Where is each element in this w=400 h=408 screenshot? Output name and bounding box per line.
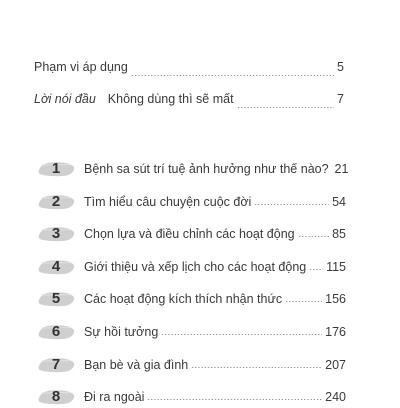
toc-chapter-row: [36, 321, 346, 343]
toc-entry-page: 7: [337, 92, 344, 106]
dot-leader: [285, 301, 322, 302]
chapter-number: 6: [51, 323, 61, 340]
chapter-entry: [84, 390, 346, 404]
chapter-entry: [84, 162, 348, 176]
chapter-page: 207: [325, 357, 346, 372]
chapter-number-badge: [36, 322, 76, 342]
chapter-page: 156: [325, 292, 346, 307]
toc-entry-title: Phạm vi áp dụng: [34, 60, 128, 74]
chapter-number: 4: [51, 257, 61, 275]
chapter-number-badge: [36, 224, 76, 244]
chapter-title: Sự hồi tưởng: [84, 325, 159, 339]
chapter-entry: [84, 195, 346, 209]
toc-chapter-row: [36, 256, 346, 278]
toc-entry-page: 5: [337, 60, 344, 74]
chapter-page: 85: [332, 227, 346, 242]
chapter-title: Bệnh sa sút trí tuệ ảnh hưởng như thế nào?: [84, 162, 329, 176]
chapter-number: 8: [51, 388, 61, 406]
toc-chapter-row: [36, 354, 346, 376]
chapter-number-badge: [36, 257, 76, 277]
toc-chapter-row: [36, 191, 346, 213]
chapter-number-badge: [36, 159, 76, 179]
chapter-number: 7: [51, 355, 61, 373]
chapter-title: Tìm hiểu câu chuyện cuộc đời: [84, 194, 252, 209]
chapter-entry: [84, 260, 346, 274]
chapter-entry: [84, 292, 346, 306]
dot-leader: [254, 204, 329, 205]
chapter-page: 176: [325, 325, 346, 339]
chapter-entry: [84, 227, 346, 241]
toc-entry-scope: [34, 60, 344, 80]
toc-chapter-row: [36, 158, 349, 180]
dot-leader: [161, 334, 322, 335]
toc-entry-preface: [34, 92, 344, 112]
dot-leader: [191, 367, 322, 368]
chapter-number: 5: [51, 290, 61, 308]
chapter-number-badge: [36, 192, 76, 212]
chapter-number-badge: [36, 387, 76, 407]
chapter-title: Giới thiệu và xếp lịch cho các hoạt động: [84, 259, 307, 274]
chapter-number: 2: [51, 192, 61, 210]
toc-entry-title: Không dùng thì sẽ mất: [107, 92, 234, 106]
chapter-entry: [84, 358, 346, 372]
chapter-number-badge: [36, 289, 76, 309]
chapter-page: 21: [334, 162, 349, 176]
chapter-title: Các hoạt động kích thích nhận thức: [84, 292, 283, 307]
toc-entry-prefix: Lời nói đầu: [34, 92, 96, 106]
chapter-number: 3: [51, 225, 61, 243]
dot-leader: [131, 75, 334, 76]
chapter-page: 54: [332, 194, 346, 209]
dot-leader: [147, 399, 322, 400]
dot-leader: [309, 269, 323, 270]
chapter-title: Bạn bè và gia đình: [84, 357, 189, 372]
chapter-page: 115: [326, 259, 346, 274]
toc-chapter-row: [36, 288, 346, 310]
toc-chapter-row: [36, 223, 346, 245]
chapter-title: Đi ra ngoài: [84, 390, 145, 405]
toc-chapter-row: [36, 386, 346, 408]
chapter-title: Chọn lựa và điều chỉnh các hoạt động: [84, 227, 295, 242]
chapter-page: 240: [325, 390, 346, 405]
dot-leader: [298, 236, 329, 237]
chapter-number-badge: [36, 355, 76, 375]
chapter-entry: [84, 325, 346, 339]
chapter-number: 1: [51, 160, 61, 177]
dot-leader: [237, 107, 334, 108]
